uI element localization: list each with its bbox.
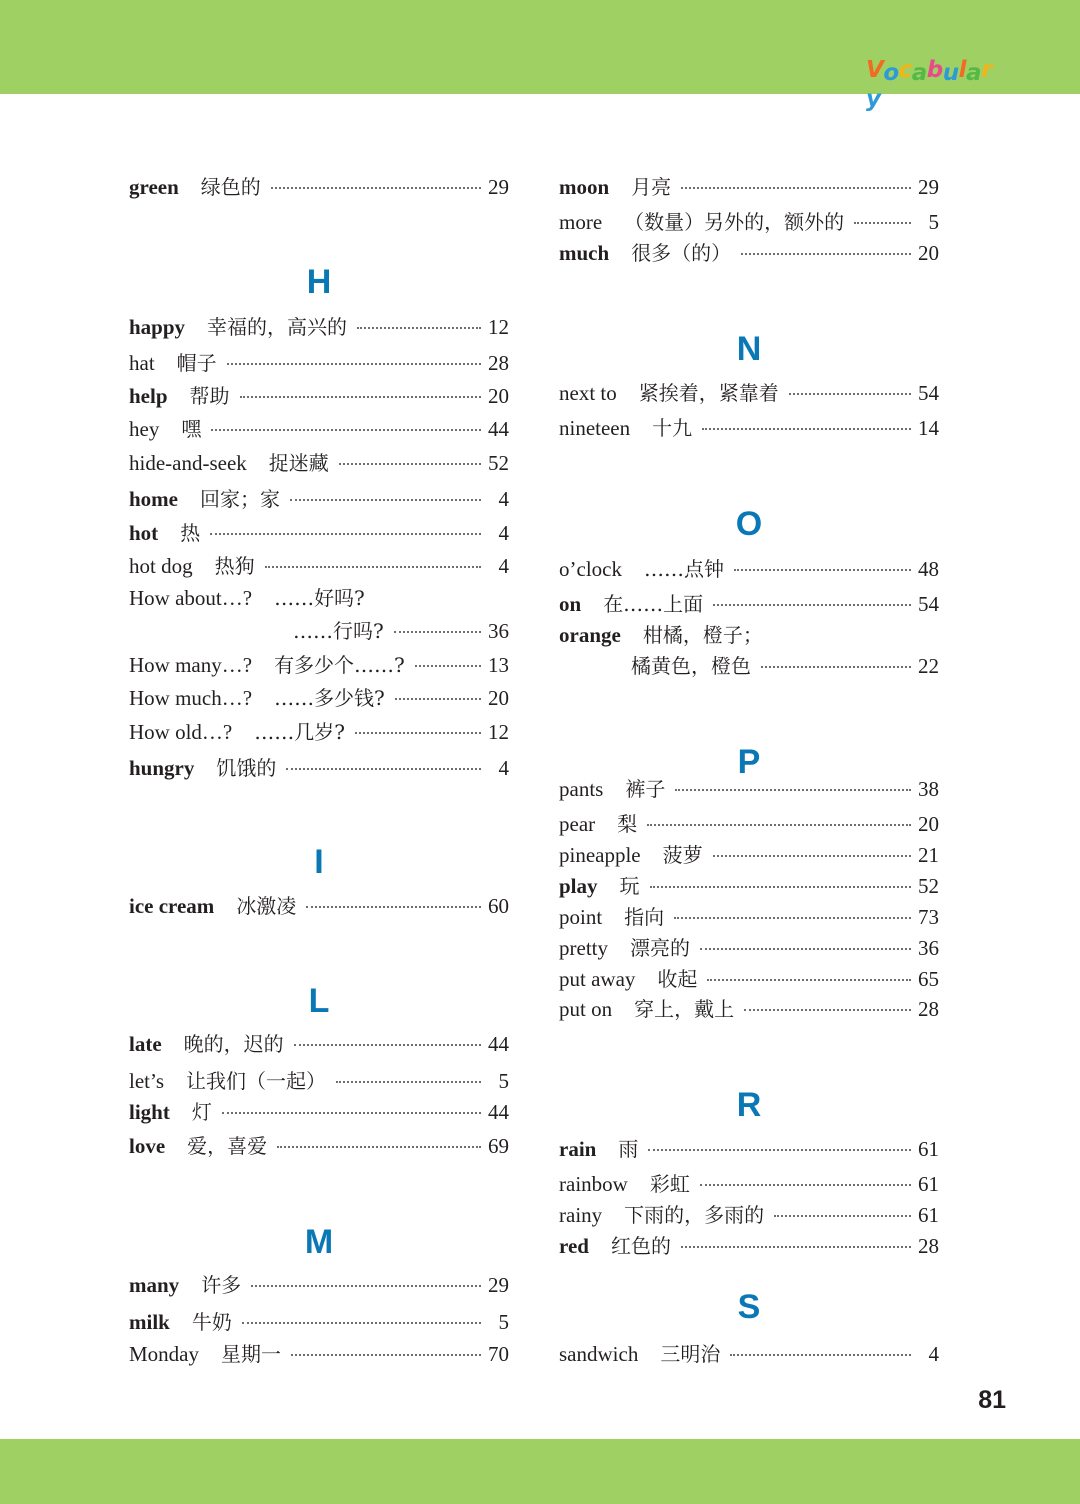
entry-page-number: 5 bbox=[928, 210, 939, 234]
vocab-entry bbox=[129, 1097, 509, 1127]
entry-page-number: 44 bbox=[488, 417, 509, 441]
entry-word: o’clock bbox=[559, 557, 622, 581]
page-number: 81 bbox=[978, 1386, 1006, 1414]
section-letter-m: M bbox=[304, 1223, 334, 1261]
entry-word: play bbox=[559, 874, 598, 898]
logo-letter: c bbox=[898, 57, 912, 83]
entry-translation: 红色的 bbox=[610, 1234, 671, 1258]
entry-translation: 漂亮的 bbox=[629, 936, 690, 960]
vocab-entry bbox=[559, 1169, 939, 1199]
entry-word: much bbox=[559, 241, 610, 265]
entry-word: nineteen bbox=[559, 416, 631, 440]
section-letter-r: R bbox=[736, 1086, 762, 1124]
entry-translation: 热狗 bbox=[214, 554, 255, 578]
dot-leader bbox=[681, 187, 911, 189]
entry-word: many bbox=[129, 1273, 180, 1297]
entry-page-number: 28 bbox=[488, 351, 509, 375]
entry-continuation bbox=[129, 616, 509, 646]
entry-word: love bbox=[129, 1134, 166, 1158]
entry-word: How old…? bbox=[129, 720, 233, 744]
dot-leader bbox=[240, 396, 481, 398]
entry-page-number: 70 bbox=[488, 1342, 509, 1366]
dot-leader bbox=[415, 665, 481, 667]
entry-translation: 饥饿的 bbox=[216, 756, 277, 780]
vocab-entry bbox=[559, 902, 939, 932]
vocab-entry bbox=[559, 840, 939, 870]
vocab-entry bbox=[129, 650, 509, 680]
vocab-entry bbox=[129, 172, 509, 202]
entry-page-number: 73 bbox=[918, 905, 939, 929]
vocab-entry bbox=[129, 1066, 509, 1096]
dot-leader bbox=[242, 1322, 481, 1324]
entry-page-number: 20 bbox=[488, 384, 509, 408]
entry-page-number: 54 bbox=[918, 592, 939, 616]
vocab-entry bbox=[559, 554, 939, 584]
vocab-entry bbox=[559, 933, 939, 963]
dot-leader bbox=[774, 1215, 911, 1217]
entry-translation: 指向 bbox=[624, 905, 665, 929]
entry-page-number: 28 bbox=[918, 1234, 939, 1258]
entry-page-number: 20 bbox=[488, 686, 509, 710]
entry-word: happy bbox=[129, 315, 186, 339]
dot-leader bbox=[741, 253, 911, 255]
entry-translation: 晚的，迟的 bbox=[183, 1032, 284, 1056]
dot-leader bbox=[251, 1285, 481, 1287]
entry-word: ice cream bbox=[129, 894, 215, 918]
vocab-entry bbox=[129, 1029, 509, 1059]
vocab-entry bbox=[559, 1231, 939, 1261]
entry-word: How many…? bbox=[129, 653, 253, 677]
logo-letter: a bbox=[966, 60, 982, 86]
vocab-entry bbox=[129, 717, 509, 747]
dot-leader bbox=[675, 789, 911, 791]
vocab-entry bbox=[129, 753, 509, 783]
entry-translation: 月亮 bbox=[631, 175, 672, 199]
entry-page-number: 69 bbox=[488, 1134, 509, 1158]
vocab-entry bbox=[559, 172, 939, 202]
entry-word: rainy bbox=[559, 1203, 603, 1227]
dot-leader bbox=[789, 393, 911, 395]
vocab-entry bbox=[559, 964, 939, 994]
dot-leader bbox=[265, 566, 481, 568]
vocab-entry bbox=[559, 871, 939, 901]
dot-leader bbox=[681, 1246, 911, 1248]
entry-page-number: 5 bbox=[498, 1069, 509, 1093]
entry-page-number: 20 bbox=[918, 812, 939, 836]
entry-word: more bbox=[559, 210, 603, 234]
dot-leader bbox=[210, 533, 481, 535]
logo-letter: y bbox=[866, 86, 881, 112]
entry-page-number: 20 bbox=[918, 241, 939, 265]
entry-word: point bbox=[559, 905, 603, 929]
dot-leader bbox=[294, 1044, 481, 1046]
section-letter-s: S bbox=[737, 1288, 761, 1326]
section-letter-p: P bbox=[737, 743, 761, 781]
vocab-entry bbox=[129, 484, 509, 514]
vocab-entry bbox=[129, 583, 509, 613]
vocab-entry bbox=[559, 378, 939, 408]
entry-page-number: 44 bbox=[488, 1100, 509, 1124]
entry-word: red bbox=[559, 1234, 589, 1258]
entry-translation: 幸福的，高兴的 bbox=[207, 315, 348, 339]
entry-translation: ……多少钱? bbox=[274, 686, 385, 710]
entry-page-number: 21 bbox=[918, 843, 939, 867]
entry-word: put away bbox=[559, 967, 636, 991]
entry-word: hot dog bbox=[129, 554, 193, 578]
dot-leader bbox=[271, 187, 481, 189]
logo-letter: r bbox=[981, 57, 992, 83]
vocab-entry bbox=[559, 1200, 939, 1230]
vocab-entry bbox=[559, 589, 939, 619]
entry-translation: 绿色的 bbox=[200, 175, 261, 199]
entry-page-number: 36 bbox=[488, 619, 509, 643]
vocab-entry bbox=[129, 381, 509, 411]
entry-word: home bbox=[129, 487, 178, 511]
entry-translation: 星期一 bbox=[221, 1342, 281, 1366]
entry-word: next to bbox=[559, 381, 617, 405]
section-letter-h: H bbox=[306, 263, 332, 301]
entry-word: hungry bbox=[129, 756, 195, 780]
entry-translation: 让我们（一起） bbox=[186, 1069, 326, 1093]
entry-word: orange bbox=[559, 623, 621, 647]
entry-word: help bbox=[129, 384, 168, 408]
vocab-entry bbox=[129, 551, 509, 581]
dot-leader bbox=[227, 363, 481, 365]
entry-translation: 梨 bbox=[617, 812, 638, 836]
dot-leader bbox=[700, 948, 911, 950]
vocab-entry bbox=[559, 1339, 939, 1369]
entry-word: pineapple bbox=[559, 843, 641, 867]
entry-page-number: 14 bbox=[918, 416, 939, 440]
entry-page-number: 22 bbox=[918, 654, 939, 678]
logo-letter: b bbox=[926, 57, 943, 83]
entry-page-number: 12 bbox=[488, 720, 509, 744]
entry-translation: 帮助 bbox=[189, 384, 230, 408]
entry-page-number: 12 bbox=[488, 315, 509, 339]
entry-translation: 很多（的） bbox=[631, 241, 732, 265]
entry-page-number: 4 bbox=[498, 521, 509, 545]
entry-page-number: 44 bbox=[488, 1032, 509, 1056]
dot-leader bbox=[222, 1112, 481, 1114]
dot-leader bbox=[211, 429, 481, 431]
dot-leader bbox=[650, 886, 911, 888]
entry-translation: 热 bbox=[180, 521, 201, 545]
entry-translation: 玩 bbox=[619, 874, 640, 898]
entry-translation: 穿上，戴上 bbox=[634, 997, 735, 1021]
dot-leader bbox=[357, 327, 481, 329]
entry-page-number: 29 bbox=[488, 1273, 509, 1297]
vocab-entry bbox=[129, 1131, 509, 1161]
logo-letter: o bbox=[883, 60, 899, 86]
entry-word: put on bbox=[559, 997, 613, 1021]
vocab-entry bbox=[129, 1270, 509, 1300]
dot-leader bbox=[734, 569, 911, 571]
vocab-entry bbox=[559, 774, 939, 804]
vocab-entry bbox=[129, 891, 509, 921]
entry-word: late bbox=[129, 1032, 162, 1056]
entry-translation: 橘黄色，橙色 bbox=[631, 654, 751, 678]
logo-letter: u bbox=[942, 60, 959, 86]
dot-leader bbox=[339, 463, 481, 465]
vocab-entry bbox=[559, 238, 939, 268]
entry-word: hide-and-seek bbox=[129, 451, 247, 475]
entry-page-number: 4 bbox=[928, 1342, 939, 1366]
dot-leader bbox=[713, 855, 911, 857]
entry-translation: 菠萝 bbox=[662, 843, 703, 867]
entry-page-number: 61 bbox=[918, 1172, 939, 1196]
entry-translation: 许多 bbox=[201, 1273, 242, 1297]
entry-word: green bbox=[129, 175, 179, 199]
entry-translation: 捉迷藏 bbox=[268, 451, 329, 475]
entry-page-number: 4 bbox=[498, 554, 509, 578]
entry-translation: ……行吗? bbox=[293, 619, 384, 643]
entry-translation: 三明治 bbox=[660, 1342, 721, 1366]
entry-page-number: 4 bbox=[498, 756, 509, 780]
entry-page-number: 4 bbox=[498, 487, 509, 511]
vocab-entry bbox=[559, 994, 939, 1024]
entry-translation: 十九 bbox=[652, 416, 693, 440]
entry-word: pear bbox=[559, 812, 596, 836]
entry-page-number: 28 bbox=[918, 997, 939, 1021]
vocab-entry bbox=[559, 207, 939, 237]
entry-translation: 裤子 bbox=[625, 777, 666, 801]
entry-translation: 嘿 bbox=[181, 417, 202, 441]
dot-leader bbox=[291, 1354, 481, 1356]
entry-translation: ……好吗? bbox=[274, 586, 365, 610]
logo-letter: a bbox=[911, 60, 927, 86]
vocab-entry bbox=[129, 683, 509, 713]
entry-page-number: 29 bbox=[488, 175, 509, 199]
dot-leader bbox=[854, 222, 911, 224]
entry-translation: 回家；家 bbox=[200, 487, 280, 511]
dot-leader bbox=[306, 906, 481, 908]
entry-page-number: 65 bbox=[918, 967, 939, 991]
dot-leader bbox=[674, 917, 911, 919]
section-letter-o: O bbox=[735, 505, 763, 543]
entry-translation: 冰激凌 bbox=[236, 894, 297, 918]
dot-leader bbox=[286, 768, 481, 770]
vocab-entry bbox=[129, 312, 509, 342]
entry-page-number: 61 bbox=[918, 1203, 939, 1227]
entry-word: Monday bbox=[129, 1342, 199, 1366]
entry-translation: 紧挨着，紧靠着 bbox=[638, 381, 779, 405]
entry-word: rainbow bbox=[559, 1172, 628, 1196]
entry-translation: 有多少个……? bbox=[274, 653, 405, 677]
entry-translation: 牛奶 bbox=[191, 1310, 232, 1334]
entry-page-number: 48 bbox=[918, 557, 939, 581]
vocab-entry bbox=[559, 809, 939, 839]
dot-leader bbox=[355, 732, 481, 734]
entry-translation: 帽子 bbox=[176, 351, 217, 375]
dot-leader bbox=[730, 1354, 911, 1356]
entry-translation: （数量）另外的，额外的 bbox=[624, 210, 845, 234]
entry-word: How much…? bbox=[129, 686, 253, 710]
entry-page-number: 60 bbox=[488, 894, 509, 918]
section-letter-n: N bbox=[736, 330, 762, 368]
entry-translation: 雨 bbox=[618, 1137, 639, 1161]
entry-translation: 爱，喜爱 bbox=[187, 1134, 268, 1158]
footer-band bbox=[0, 1439, 1080, 1504]
entry-word: light bbox=[129, 1100, 170, 1124]
vocab-entry bbox=[129, 1307, 509, 1337]
vocab-entry bbox=[129, 518, 509, 548]
entry-translation: 灯 bbox=[191, 1100, 212, 1124]
vocab-entry bbox=[129, 414, 509, 444]
dot-leader bbox=[290, 499, 481, 501]
section-letter-i: I bbox=[314, 843, 324, 881]
dot-leader bbox=[394, 631, 481, 633]
entry-word: How about…? bbox=[129, 586, 253, 610]
entry-translation: 下雨的，多雨的 bbox=[624, 1203, 765, 1227]
entry-page-number: 38 bbox=[918, 777, 939, 801]
section-letter-l: L bbox=[308, 982, 330, 1020]
entry-page-number: 52 bbox=[918, 874, 939, 898]
entry-page-number: 5 bbox=[498, 1310, 509, 1334]
entry-translation: 收起 bbox=[657, 967, 698, 991]
logo-letter: l bbox=[958, 57, 967, 83]
entry-word: hot bbox=[129, 521, 159, 545]
dot-leader bbox=[761, 666, 911, 668]
dot-leader bbox=[648, 1149, 911, 1151]
entry-page-number: 54 bbox=[918, 381, 939, 405]
dot-leader bbox=[277, 1146, 481, 1148]
entry-translation: 柑橘，橙子； bbox=[642, 623, 763, 647]
entry-word: rain bbox=[559, 1137, 597, 1161]
entry-word: milk bbox=[129, 1310, 170, 1334]
dot-leader bbox=[707, 979, 911, 981]
entry-word: pants bbox=[559, 777, 604, 801]
logo-letter: V bbox=[866, 57, 884, 83]
entry-page-number: 36 bbox=[918, 936, 939, 960]
vocab-entry bbox=[129, 448, 509, 478]
entry-translation: ……几岁? bbox=[254, 720, 345, 744]
entry-translation: ……点钟 bbox=[643, 557, 724, 581]
entry-word: hey bbox=[129, 417, 160, 441]
vocab-entry bbox=[129, 348, 509, 378]
dot-leader bbox=[647, 824, 911, 826]
dot-leader bbox=[336, 1081, 481, 1083]
dot-leader bbox=[744, 1009, 911, 1011]
entry-word: on bbox=[559, 592, 582, 616]
entry-word: let’s bbox=[129, 1069, 164, 1093]
dot-leader bbox=[702, 428, 911, 430]
entry-page-number: 52 bbox=[488, 451, 509, 475]
vocab-entry bbox=[559, 413, 939, 443]
vocab-entry bbox=[129, 1339, 509, 1369]
entry-continuation bbox=[559, 651, 939, 681]
entry-word: sandwich bbox=[559, 1342, 639, 1366]
vocab-entry bbox=[559, 1134, 939, 1164]
entry-word: hat bbox=[129, 351, 155, 375]
dot-leader bbox=[395, 698, 481, 700]
entry-word: pretty bbox=[559, 936, 608, 960]
vocab-entry bbox=[559, 620, 939, 650]
entry-page-number: 29 bbox=[918, 175, 939, 199]
entry-translation: 在……上面 bbox=[603, 592, 704, 616]
dot-leader bbox=[700, 1184, 911, 1186]
entry-page-number: 61 bbox=[918, 1137, 939, 1161]
dot-leader bbox=[713, 604, 911, 606]
entry-translation: 彩虹 bbox=[649, 1172, 690, 1196]
entry-word: moon bbox=[559, 175, 610, 199]
entry-page-number: 13 bbox=[488, 653, 509, 677]
vocabulary-logo bbox=[866, 57, 1006, 112]
